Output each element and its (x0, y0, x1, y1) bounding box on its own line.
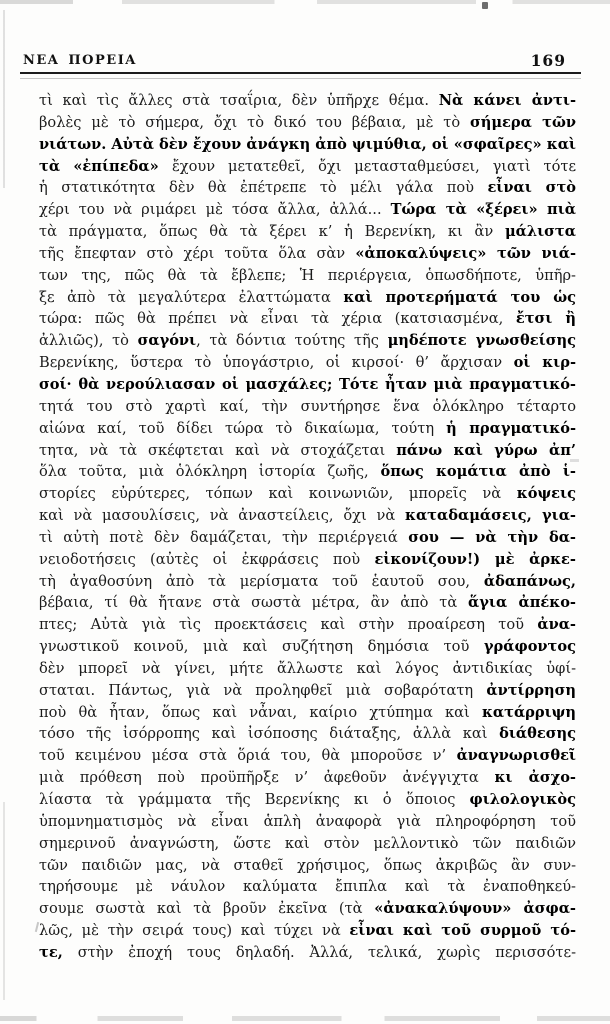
text-line: τηρήσουμε μὲ νάυλον καλύματα ἔπιπλα καὶ τὰ ἐναποθηκεύ- (39, 878, 576, 896)
text-line: τὰ πράγματα, ὅπως θὰ τὰ ξέρει κ’ ἡ Βερενίκη, κι ἂν μάλιστα (39, 223, 576, 241)
text-line: μιὰ πρόθεση ποὺ προϋπῆρξε ν’ ἀφεθοῦν ἀνέγγιχτα κι ἀσχο- (39, 769, 576, 787)
text-line: τε, στὴν ἐποχή τους δηλαδή. Ἀλλά, τελικά, χωρὶς περισσότε- (39, 943, 576, 961)
scan-edge-bottom (0, 1016, 610, 1021)
text-line: τὶ αὐτὴ ποτὲ δὲν δαμάζεται, τὴν περιέργειά σου — νὰ τὴν δα- (39, 528, 576, 546)
text-line: τὶ καὶ τὶς ἄλλες στὰ τσαΐρια, δὲν ὑπῆρχε θέμα. Νὰ κάνει ἀντι- (39, 92, 576, 109)
text-line: τητα, νὰ τὰ σκέφτεται καὶ νὰ στοχάζεται πάνω καὶ γύρω ἀπ’ (39, 441, 576, 459)
text-line: Βερενίκης, ὕστερα τὸ ὑπογάστριο, οἱ κιρσοί· θ’ ἄρχισαν οἱ κιρ- (39, 354, 576, 372)
text-line: σοί· θὰ νερούλιασαν οἱ μασχάλες; Τότε ἦταν μιὰ πραγματικό- (39, 375, 576, 393)
text-line: τὰ «ἐπίπεδα» ἔχουν μετατεθεῖ, ὄχι μετασταθμεύσει, γιατὶ τότε (39, 157, 577, 175)
scan-speck-top (482, 2, 488, 9)
text-line: τητά του στὸ χαρτὶ καί, τὴν συντήρησε ἕνα ὁλόκληρο τέταρτο (39, 397, 576, 415)
header-rule (20, 72, 581, 79)
text-line: νιάτων. Αὐτὰ δὲν ἔχουν ἀνάγκη ἀπὸ ψιμύθια, οἱ «σφαῖρες» καὶ (39, 135, 576, 153)
journal-title: ΝΕΑ ΠΟΡΕΙΑ (23, 53, 137, 68)
text-line: γνωστικοῦ κοινοῦ, μιὰ καὶ συζήτηση δημόσια τοῦ γράφοντος (39, 638, 576, 656)
text-line: ξε ἀπὸ τὰ μεγαλύτερα ἐλαττώματα καὶ προτερήματά του ὡς (39, 288, 576, 306)
text-line: βολὲς μὲ τὸ σήμερα, ὄχι τὸ δικό του βέβαια, μὲ τὸ σήμερα τῶν (39, 113, 577, 131)
text-line: τῆς ἔπεφταν στὸ χέρι τοῦτα ὅλα σὰν «ἀποκαλύψεις» τῶν νιά- (39, 244, 577, 262)
text-line: ἡ στατικότητα δὲν θὰ ἐπέτρεπε τὸ μέλι γάλα ποὺ εἶναι στὸ (39, 179, 576, 197)
running-header (23, 51, 581, 69)
text-line: τὴ ἀγαθοσύνη ἀπὸ τὰ μερίσματα τοῦ ἑαυτοῦ σου, ἀδαπάνως, (39, 572, 576, 590)
scan-edge-top (0, 0, 610, 4)
page-number: 169 (530, 51, 566, 70)
text-line: χέρι του νὰ ριμάρει μὲ τόσα ἄλλα, ἀλλά... Τώρα τὰ «ξέρει» πιὰ (39, 201, 576, 219)
text-line: πτες; Αὐτὰ γιὰ τὶς προεκτάσεις καὶ στὴν προαίρεση τοῦ ἀνα- (39, 616, 576, 634)
text-line: λίαστα τὰ γράμματα τῆς Βερενίκης κι ὁ ὅποιος φιλολογικὸς (39, 791, 576, 808)
text-line: αἰώνα καί, τοῦ δίδει τώρα τὸ δικαίωμα, τούτη ἡ πραγματικό- (39, 419, 576, 437)
text-line: ποὺ θὰ ἦταν, ὅπως καὶ νἆναι, καίριο χτύπημα καὶ κατάρριψη (39, 703, 576, 721)
text-line: βέβαια, τί θὰ ἤτανε στὰ σωστὰ μέτρα, ἂν ἀπὸ τὰ ἅγια ἀπέκο- (39, 594, 576, 612)
text-line: ὑπομνηματισμὸς νὰ εἶναι ἁπλὴ ἀναφορὰ γιὰ πληροφόρηση τοῦ (39, 812, 576, 830)
text-line: λῶς, μὲ τὴν σειρά τους) καὶ τύχει νὰ εἶναι καὶ τοῦ συρμοῦ τό- (39, 922, 577, 940)
text-line: σημερινοῦ ἀναγνώστη, ὥστε καὶ στὸν μελλοντικὸ τῶν παιδιῶν (39, 834, 576, 852)
text-line: τῶν παιδιῶν μας, νὰ σταθεῖ χρήσιμος, ὅπως ἀκριβῶς ἂν συν- (39, 856, 576, 874)
text-line: τοῦ κειμένου μέσα στὰ ὅριά του, θὰ μποροῦσε ν’ ἀναγνωρισθεῖ (39, 747, 576, 765)
text-line: σουμε σωστὰ καὶ τὰ βροῦν ἐκεῖνα (τὰ «ἀνακαλύψουν» ἀσφα- (39, 900, 576, 918)
scan-edge-left (3, 10, 5, 1000)
text-line: νειοδοτήσεις (αὐτὲς οἱ ἐκφράσεις ποὺ εἰκονίζουν!) μὲ ἀρκε- (39, 550, 576, 568)
text-line: δὲν μπορεῖ νὰ γίνει, μήτε ἄλλωστε καὶ λόγος ἀντιδικίας ὑφί- (39, 659, 576, 677)
text-line: σταται. Πάντως, γιὰ νὰ προληφθεῖ μιὰ σοβαρότατη ἀντίρρηση (39, 681, 576, 699)
text-line: τόσο τῆς ἰσόρροπης καὶ ἰσόποσης διάταξης, ἀλλὰ καὶ διάθεσης (39, 725, 576, 743)
body-text (39, 90, 576, 964)
text-line: ἀλλιῶς), τὸ σαγόνι, τὰ δόντια τούτης τῆς μηδέποτε γνωσθείσης (39, 332, 576, 350)
text-line: στορίες εὐρύτερες, τόπων καὶ κοινωνιῶν, μπορεῖς νὰ κόψεις (39, 485, 576, 503)
text-line: τώρα: πῶς θὰ πρέπει νὰ εἶναι τὰ χέρια (κατσιασμένα, ἔτσι ἢ (39, 310, 576, 328)
text-line: των της, πῶς θὰ τὰ ἔβλεπε; Ἡ περιέργεια, ὁπωσδήποτε, ὑπῆρ- (39, 266, 576, 284)
text-line: καὶ νὰ μασουλίσεις, νὰ ἀναστείλεις, ὄχι νὰ καταδαμάσεις, για- (39, 507, 576, 525)
text-line: ὅλα τοῦτα, μιὰ ὁλόκληρη ἱστορία ζωῆς, ὅπως κομάτια ἀπὸ ἱ- (39, 463, 576, 481)
